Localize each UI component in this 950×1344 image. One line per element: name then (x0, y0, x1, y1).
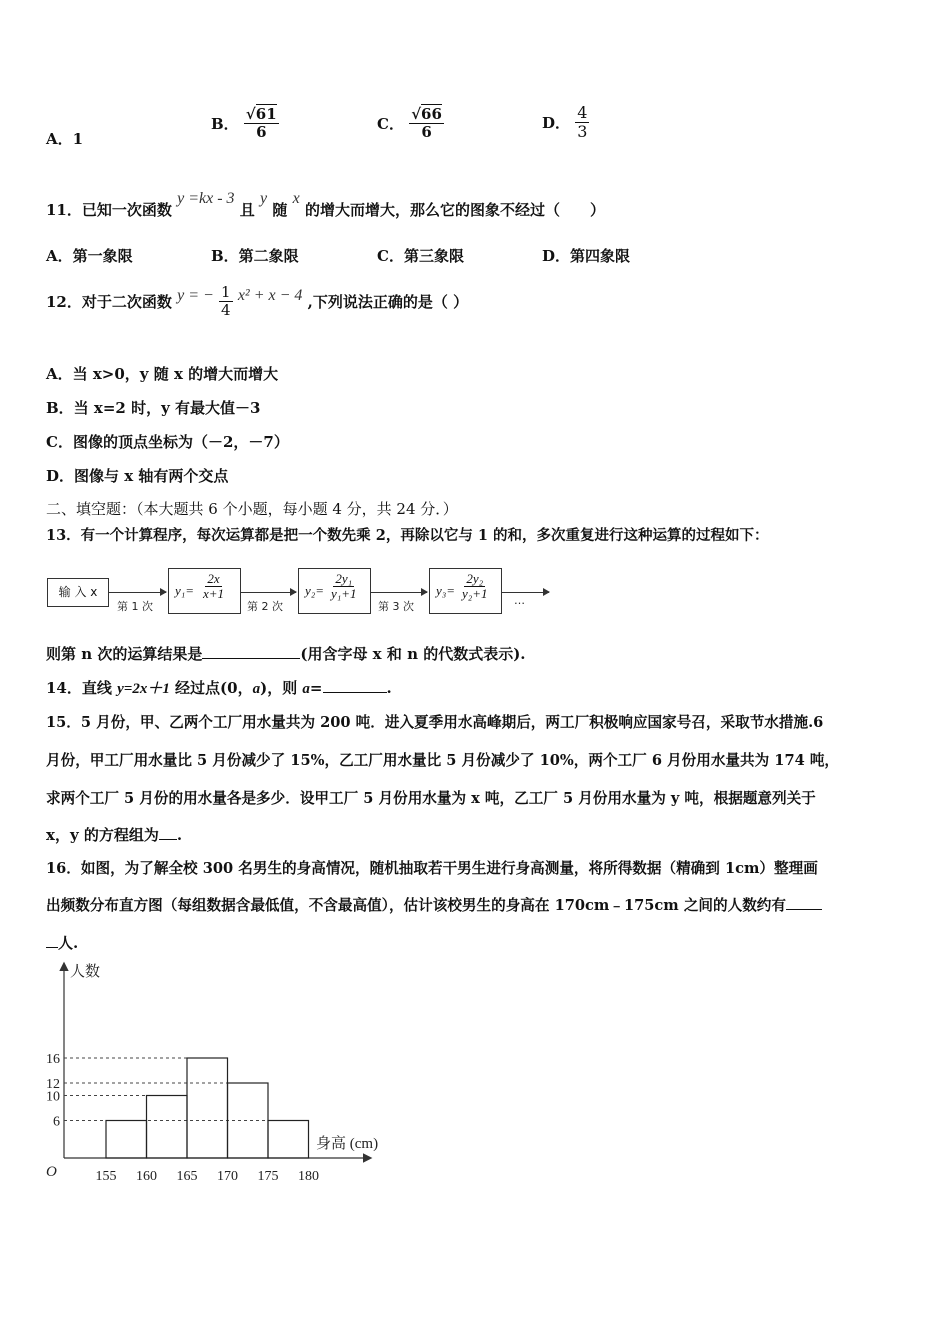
q10-d-fraction: $\frac{4}{3}$ (577, 103, 588, 141)
q15-line-2: 月份，甲工厂用水量比 5 月份减少了 15%，乙工厂用水量比 5 月份减少了 10%，两个工厂 6 月份用水量共为 174 吨， (46, 752, 840, 769)
flow-box-3: y₃= $\frac{\text{2y₂}}{\text{y₂+1}}$ (429, 568, 502, 614)
flow-step-1: 第 1 次 (117, 600, 153, 613)
q13-question: 则第 n 次的运算结果是 (用含字母 x 和 n 的代数式表示). (46, 645, 526, 663)
q12-option-a: A．当 x>0，y 随 x 的增大而增大 (46, 365, 279, 383)
x-tick-label: 175 (257, 1169, 279, 1184)
q11-option-b: B．第二象限 (211, 247, 299, 265)
q15-line-4: x，y 的方程组为 . (46, 826, 183, 844)
q10-c-fraction: $\frac{√66}{6}$ (411, 105, 442, 141)
x-tick-label: 180 (298, 1169, 319, 1184)
q10-option-a: A．1 (46, 130, 84, 148)
q13-stem: 13．有一个计算程序，每次运算都是把一个数先乘 2，再除以它与 1 的和，多次重复进行这种运算的过程如下： (46, 527, 769, 544)
flow-input-box: 输 入 x (47, 578, 109, 607)
flow-arrow-3 (370, 592, 427, 593)
x-tick-label: 155 (95, 1169, 117, 1184)
flow-arrow-1 (108, 592, 166, 593)
flow-arrow-2 (240, 592, 296, 593)
q16-line-3: 人. (46, 932, 78, 953)
histogram-bar (147, 1096, 188, 1159)
flow-step-2: 第 2 次 (247, 600, 283, 613)
y-tick-label: 12 (46, 1077, 60, 1092)
q14-stem: 14．直线 y=2x＋1 经过点(0，a)，则 a= . (46, 679, 392, 697)
q10-option-d: D． $\frac{4}{3}$ (542, 103, 588, 141)
q12-fraction: $\frac{1}{4}$ (221, 283, 231, 319)
q11-option-a: A．第一象限 (46, 247, 133, 265)
y-axis-label: 人数 (70, 964, 101, 980)
histogram-chart (40, 958, 400, 1188)
histogram-bar (187, 1058, 228, 1158)
origin-label: O (46, 1164, 57, 1180)
y-tick-label: 10 (46, 1089, 60, 1105)
histogram-bar (106, 1121, 147, 1159)
q15-answer-blank[interactable] (159, 825, 177, 840)
q12-option-d: D．图像与 x 轴有两个交点 (46, 467, 229, 485)
q16-line-1: 16．如图，为了解全校 300 名男生的身高情况，随机抽取若干男生进行身高测量，将所得数据（精确到 1cm）整理画 (46, 860, 818, 877)
q11-stem: 11．已知一次函数 y =kx - 3 且 y 随 x 的增大而增大，那么它的图象不经过（ ） (46, 190, 605, 219)
x-tick-label: 160 (136, 1169, 157, 1184)
flow-box-2: y₂= $\frac{\text{2y₁}}{\text{y₁+1}}$ (298, 568, 371, 614)
flow-arrow-4 (501, 592, 549, 593)
flow-step-3: 第 3 次 (378, 600, 414, 613)
q15-line-1: 15．5 月份，甲、乙两个工厂用水量共为 200 吨．进入夏季用水高峰期后，两工厂积极响应国家号召，采取节水措施.6 (46, 714, 824, 731)
y-tick-label: 6 (53, 1114, 60, 1130)
q12-option-c: C．图像的顶点坐标为（－2，－7） (46, 433, 289, 451)
x-axis-label: 身高 (cm) (316, 1136, 379, 1152)
q11-option-d: D．第四象限 (542, 247, 631, 265)
q13-answer-blank[interactable] (202, 644, 300, 659)
q14-answer-blank[interactable] (323, 678, 387, 693)
q15-line-3: 求两个工厂 5 月份的用水量各是多少．设甲工厂 5 月份用水量为 x 吨，乙工厂 5 月份用水量为 y 吨，根据题意列关于 (46, 790, 816, 807)
q16-answer-blank-cont[interactable] (46, 933, 58, 948)
q10-option-b: B． $\frac{√61}{6}$ (211, 105, 277, 141)
flow-ellipsis: … (514, 594, 525, 607)
histogram-bar (268, 1121, 309, 1159)
x-tick-label: 170 (217, 1169, 238, 1184)
x-tick-label: 165 (176, 1169, 198, 1184)
q10-b-fraction: $\frac{√61}{6}$ (245, 105, 277, 141)
flow-box-1: y₁= $\frac{2x}{x+1}$ (168, 568, 241, 614)
q12-option-b: B．当 x=2 时，y 有最大值－3 (46, 399, 261, 417)
q10-option-c: C． $\frac{√66}{6}$ (377, 105, 442, 141)
q16-line-2: 出频数分布直方图（每组数据含最低值，不含最高值），估计该校男生的身高在 170cm﹣175cm 之间的人数约有 (46, 894, 822, 915)
q11-option-c: C．第三象限 (377, 247, 464, 265)
y-tick-label: 16 (46, 1052, 60, 1067)
section-heading: 二、填空题：（本大题共 6 个小题，每小题 4 分，共 24 分．） (46, 500, 458, 518)
q12-stem: 12．对于二次函数 y = − $\frac{1}{4}$ x² + x − 4 ,下列说法正确的是（ ） (46, 283, 469, 319)
q16-answer-blank[interactable] (786, 895, 822, 910)
